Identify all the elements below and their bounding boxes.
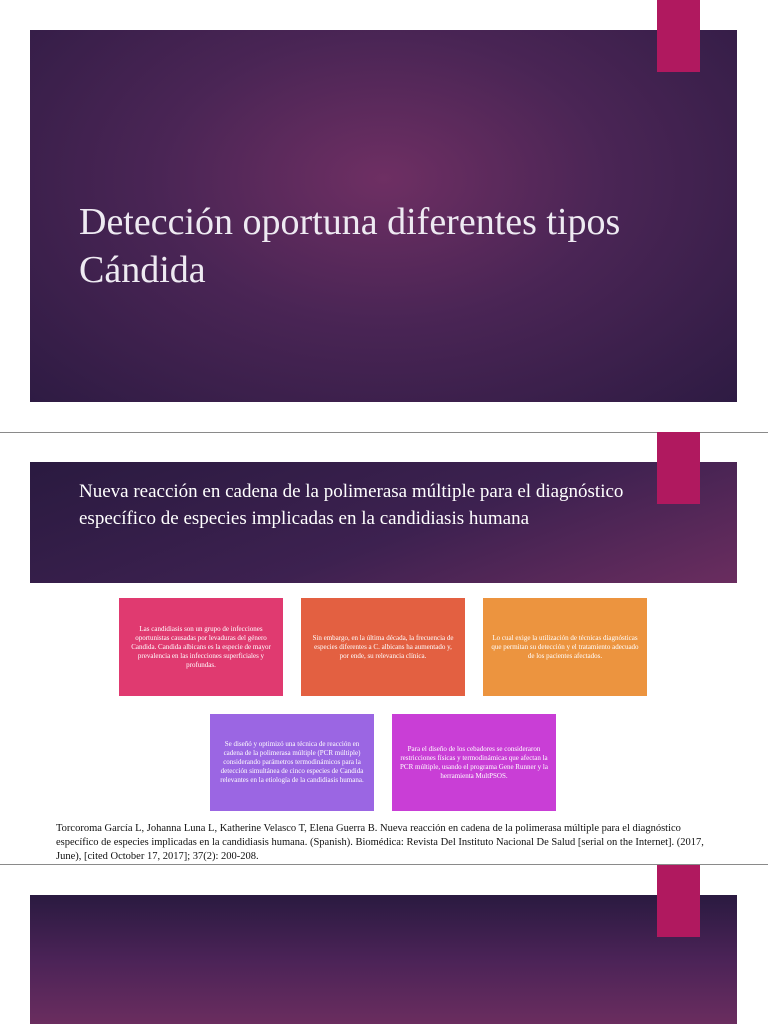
info-card-3 xyxy=(483,598,647,696)
info-card-5 xyxy=(392,714,556,811)
info-card-text: Las candidiasis son un grupo de infecciones oportunistas causadas por levaduras del género Candida. Candida albicans es la especie de mayor prevalencia en las infecciones superficiales y profundas. xyxy=(131,624,271,669)
slide-3-accent-bar xyxy=(657,865,700,937)
info-card-text: Para el diseño de los cebadores se consideraron restricciones físicas y termodinámicas que afectan la PCR múltiple, usando el programa Gene Runner y la herramienta MultPSOS. xyxy=(400,744,548,780)
info-card-text: Sin embargo, en la última década, la frecuencia de especies diferentes a C. albicans ha aumentado y, por ende, su relevancia clínica. xyxy=(312,633,454,660)
slide-2-title: Nueva reacción en cadena de la polimerasa múltiple para el diagnóstico específico de especies implicadas en la candidiasis humana xyxy=(79,481,624,529)
info-card-4 xyxy=(210,714,374,811)
slide-3 xyxy=(30,895,737,1024)
info-card-text: Se diseñó y optimizó una técnica de reacción en cadena de la polimerasa múltiple (PCR múltiple) considerando parámetros termodinámicos para la detección simultánea de cinco especies de Candida relevantes en la etiología de la candidiasis humana. xyxy=(220,740,364,784)
slide-2-accent-bar xyxy=(657,432,700,504)
slide-divider xyxy=(0,864,768,865)
info-card-text: Lo cual exige la utilización de técnicas diagnósticas que permitan su detección y el tratamiento adecuado de los pacientes afectados. xyxy=(491,633,639,660)
slide-divider xyxy=(0,432,768,433)
slide-1-title: Detección oportuna diferentes tipos Cándida xyxy=(79,201,621,291)
citation-text: Torcoroma García L, Johanna Luna L, Katherine Velasco T, Elena Guerra B. Nueva reacción en cadena de la polimerasa múltiple para el diagnóstico específico de especies implicadas en la candidiasis humana. (Spanish). Biomédica: Revista Del Instituto Nacional De Salud [serial on the Internet]. (2017, June), [cited October 17, 2017]; 37(2): 200-208. xyxy=(56,823,704,862)
slide-1-accent-bar xyxy=(657,0,700,72)
info-card-2 xyxy=(301,598,465,696)
info-card-1 xyxy=(119,598,283,696)
